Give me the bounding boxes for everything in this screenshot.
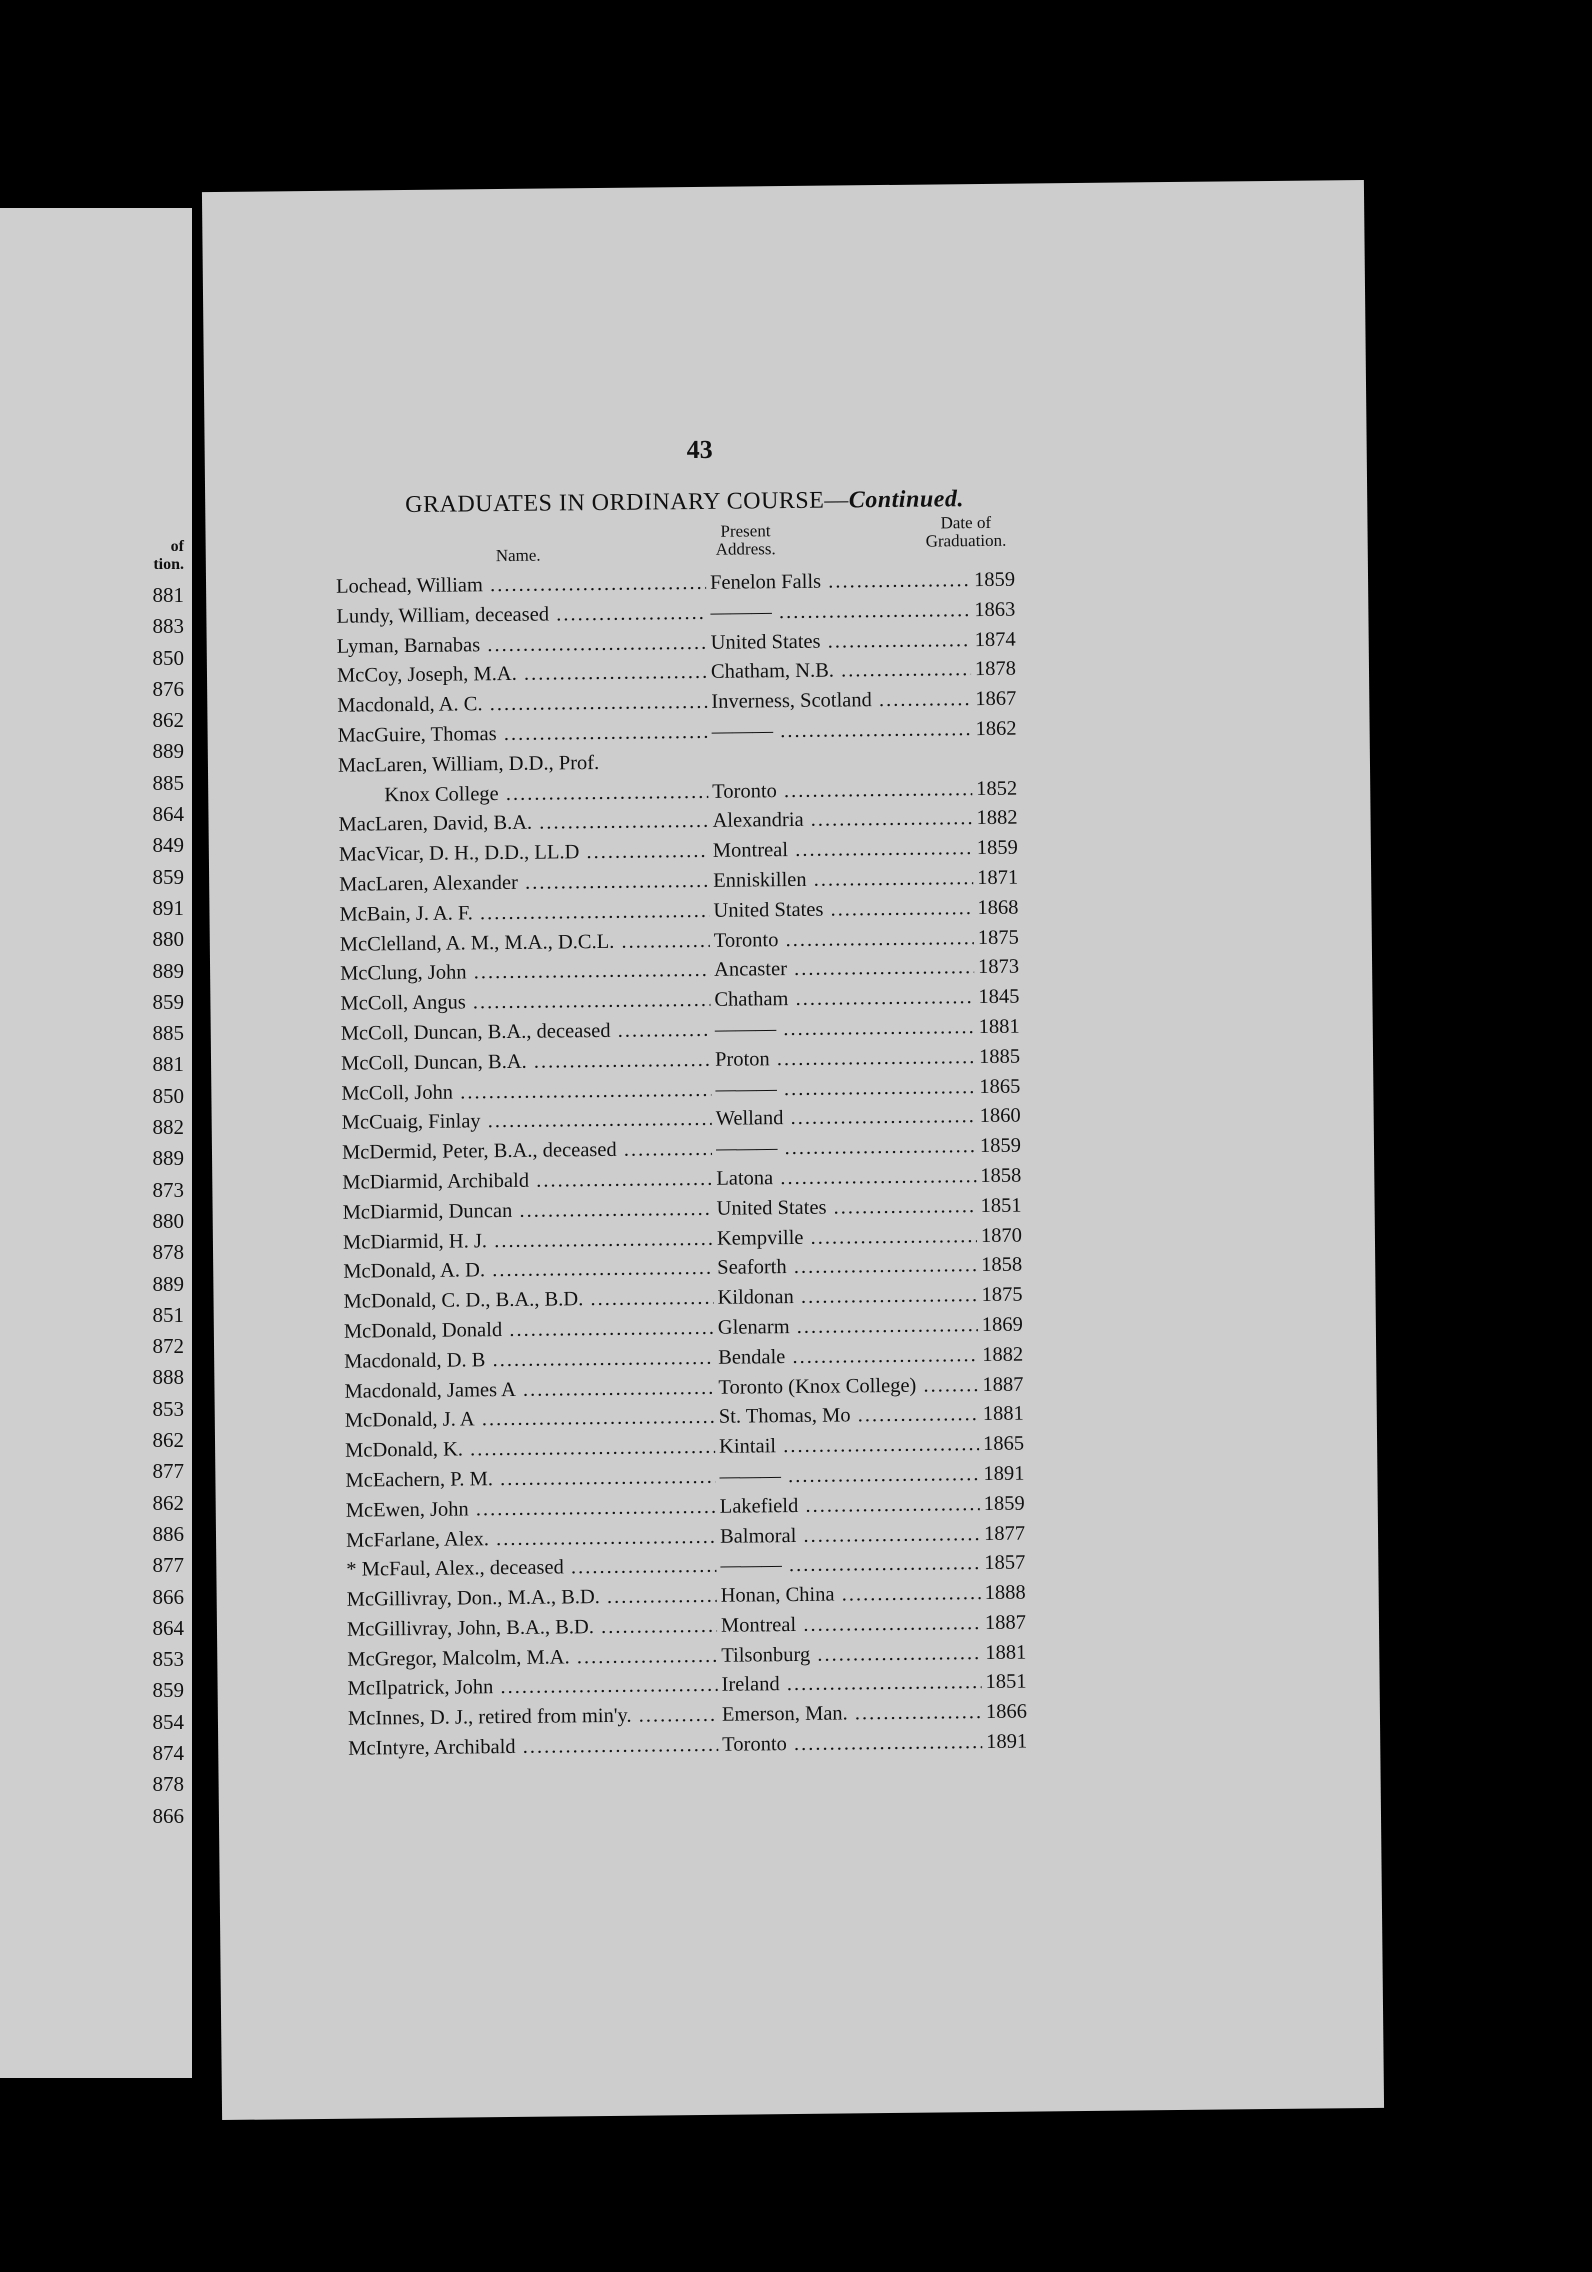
- left-page-year-column: [124, 538, 184, 1832]
- graduation-year: 1871: [977, 866, 1019, 890]
- left-year: 849: [152, 833, 184, 858]
- graduate-name: MacLaren, Alexander .....: [339, 870, 709, 897]
- graduate-address: Toronto .....: [712, 778, 972, 804]
- graduate-address: Alexandria .....: [712, 807, 972, 833]
- left-page-header: [124, 538, 184, 574]
- graduation-year: 1875: [977, 926, 1019, 949]
- graduation-year: 1860: [979, 1104, 1021, 1128]
- graduate-address: Kildonan .....: [717, 1284, 977, 1310]
- graduate-name: McDiarmid, Archibald .....: [342, 1168, 712, 1195]
- graduation-year: 1868: [977, 896, 1019, 919]
- graduation-year: 1891: [983, 1462, 1025, 1485]
- graduate-address: United States .....: [713, 897, 973, 923]
- graduate-name: McInnes, D. J., retired from min'y. .....: [348, 1704, 718, 1731]
- graduation-year: 1865: [982, 1432, 1025, 1456]
- left-year: 891: [152, 895, 184, 920]
- left-year: 851: [152, 1302, 184, 1327]
- graduation-year: 1881: [985, 1641, 1027, 1664]
- graduate-address: Toronto .....: [722, 1731, 982, 1757]
- left-year: 873: [152, 1177, 184, 1202]
- title-main: GRADUATES IN ORDINARY COURSE—: [405, 487, 849, 519]
- graduation-year: 1881: [978, 1015, 1020, 1039]
- graduate-address: Balmoral .....: [720, 1523, 980, 1549]
- left-years-list: [124, 580, 184, 1832]
- graduate-name: McIlpatrick, John .....: [348, 1674, 718, 1701]
- left-year: 880: [152, 1208, 184, 1233]
- left-year: 878: [152, 1240, 184, 1265]
- left-year: 853: [152, 1396, 184, 1421]
- graduation-year: 1851: [985, 1671, 1027, 1694]
- graduation-year: 1887: [984, 1611, 1027, 1634]
- graduation-year: 1866: [985, 1700, 1028, 1724]
- left-year: 883: [152, 614, 184, 639]
- graduate-name: Knox College .....: [384, 780, 708, 806]
- graduate-address: Chatham, N.B. .....: [711, 659, 971, 685]
- graduation-year: 1881: [982, 1402, 1024, 1426]
- left-year: 885: [152, 1021, 184, 1046]
- graduate-name: McIntyre, Archibald .....: [348, 1734, 718, 1761]
- graduate-address: Montreal .....: [721, 1612, 981, 1638]
- left-year: 874: [152, 1740, 184, 1765]
- graduate-row: [348, 1730, 1048, 1767]
- graduate-name: Lyman, Barnabas .....: [337, 631, 707, 658]
- graduate-name: McDiarmid, H. J. .....: [343, 1227, 713, 1254]
- page-number: 43: [686, 434, 713, 465]
- left-year: 850: [152, 1083, 184, 1108]
- title-continued: Continued.: [848, 486, 965, 514]
- graduation-year: 1867: [975, 687, 1017, 711]
- graduation-year: 1885: [978, 1045, 1021, 1068]
- graduate-name: MacVicar, D. H., D.D., LL.D .....: [339, 840, 709, 867]
- left-year: 853: [152, 1647, 184, 1672]
- header-address: [715, 522, 775, 559]
- graduate-address: Montreal .....: [713, 837, 973, 863]
- graduation-year: 1878: [974, 658, 1017, 681]
- graduate-address: ——— .....: [710, 599, 970, 625]
- graduate-name: McClung, John .....: [340, 959, 710, 986]
- left-year: 889: [152, 1146, 184, 1171]
- header-date: [925, 514, 1006, 551]
- left-year: 850: [152, 645, 184, 670]
- left-year: 872: [152, 1334, 184, 1359]
- graduate-name: Macdonald, James A .....: [344, 1376, 714, 1403]
- graduate-name: McDonald, K. .....: [345, 1436, 715, 1463]
- graduate-name: McDonald, C. D., B.A., B.D. .....: [343, 1287, 713, 1314]
- graduation-year: 1865: [979, 1075, 1021, 1098]
- graduate-address: Enniskillen .....: [713, 867, 973, 893]
- left-year: 864: [152, 1615, 184, 1640]
- graduate-address: Honan, China .....: [721, 1582, 981, 1608]
- graduate-name: McCoy, Joseph, M.A. .....: [337, 661, 707, 688]
- left-year: 864: [152, 802, 184, 827]
- graduate-address: Seaforth .....: [717, 1254, 977, 1280]
- left-year: 854: [152, 1709, 184, 1734]
- graduate-address: Lakefield .....: [720, 1493, 980, 1519]
- graduate-name: Lundy, William, deceased .....: [336, 602, 706, 629]
- graduation-year: 1873: [977, 955, 1020, 979]
- left-year: 889: [152, 739, 184, 764]
- graduate-address: Emerson, Man. .....: [722, 1701, 982, 1727]
- graduation-year: 1845: [978, 985, 1020, 1009]
- graduate-address: Fenelon Falls .....: [710, 569, 970, 595]
- graduate-address: ——— .....: [716, 1135, 976, 1161]
- graduate-name: McDiarmid, Duncan .....: [343, 1198, 713, 1225]
- graduation-year: 1858: [980, 1164, 1022, 1187]
- graduate-address: Ireland .....: [721, 1672, 981, 1698]
- graduate-name: McDonald, Donald .....: [344, 1317, 714, 1344]
- graduation-year: 1859: [979, 1134, 1022, 1158]
- graduate-address: Proton .....: [715, 1046, 975, 1072]
- graduation-year: 1859: [976, 836, 1018, 860]
- graduate-address: Toronto (Knox College) .....: [718, 1374, 978, 1400]
- graduate-name: McClelland, A. M., M.A., D.C.L. .....: [340, 929, 710, 956]
- left-year: 885: [152, 770, 184, 795]
- graduation-year: 1891: [986, 1730, 1028, 1754]
- left-year: 859: [152, 864, 184, 889]
- header-name: Name.: [495, 545, 541, 566]
- right-page: [202, 180, 1384, 2120]
- graduation-year: 1857: [984, 1551, 1026, 1575]
- graduate-address: Tilsonburg .....: [721, 1642, 981, 1668]
- left-year: 866: [152, 1803, 184, 1828]
- graduate-address: Kempville .....: [717, 1225, 977, 1251]
- header-date-line: Date of: [940, 512, 992, 533]
- graduation-year: 1869: [981, 1313, 1023, 1336]
- graduate-address: Ancaster .....: [714, 956, 974, 982]
- left-year: 881: [152, 583, 184, 607]
- graduation-year: 1852: [976, 777, 1018, 800]
- graduate-name: MacLaren, William, D.D., Prof.: [337, 751, 600, 777]
- graduate-address: St. Thomas, Mo .....: [719, 1403, 979, 1429]
- left-year: 862: [152, 1490, 184, 1515]
- left-year: 889: [152, 958, 184, 983]
- graduation-year: 1887: [982, 1373, 1024, 1396]
- graduate-name: Lochead, William .....: [336, 572, 706, 599]
- graduation-year: 1851: [980, 1194, 1022, 1217]
- left-year: 876: [152, 676, 184, 701]
- graduate-address: Glenarm .....: [718, 1314, 978, 1340]
- graduation-year: 1859: [983, 1492, 1025, 1515]
- graduate-name: McCuaig, Finlay .....: [342, 1108, 712, 1135]
- graduate-name: McGregor, Malcolm, M.A. .....: [347, 1645, 717, 1672]
- graduate-address: Bendale .....: [718, 1344, 978, 1370]
- graduate-address: ——— .....: [715, 1016, 975, 1042]
- left-year: 877: [152, 1459, 184, 1484]
- graduate-address: Kintail .....: [719, 1433, 979, 1459]
- graduation-year: 1863: [974, 598, 1016, 621]
- graduation-year: 1882: [982, 1343, 1024, 1366]
- header-address-line: Present: [720, 521, 771, 541]
- graduation-year: 1858: [981, 1253, 1023, 1277]
- graduate-address: United States .....: [716, 1195, 976, 1221]
- left-year: 878: [152, 1772, 184, 1797]
- left-year: 859: [152, 989, 184, 1014]
- graduate-name: McBain, J. A. F. .....: [339, 900, 709, 927]
- graduate-address: Latona .....: [716, 1165, 976, 1191]
- left-header-line: of: [170, 538, 184, 555]
- graduation-year: 1888: [984, 1581, 1026, 1605]
- graduate-address: Inverness, Scotland .....: [711, 688, 971, 714]
- graduate-name: McDonald, J. A .....: [345, 1406, 715, 1433]
- graduation-year: 1859: [973, 568, 1016, 592]
- graduate-address: Toronto .....: [714, 927, 974, 953]
- left-year: 859: [152, 1678, 184, 1703]
- left-year: 862: [152, 1428, 184, 1453]
- graduate-name: McGillivray, John, B.A., B.D. .....: [347, 1615, 717, 1642]
- left-year: 888: [152, 1365, 184, 1390]
- left-year: 886: [152, 1521, 184, 1546]
- header-address-line: Address.: [715, 539, 776, 559]
- left-year: 882: [152, 1115, 184, 1140]
- graduate-name: Macdonald, D. B .....: [344, 1347, 714, 1374]
- graduate-name: McEwen, John .....: [346, 1496, 716, 1523]
- graduate-address: ——— .....: [720, 1552, 980, 1578]
- left-year: 877: [152, 1553, 184, 1578]
- graduates-list: [336, 568, 1048, 1767]
- graduate-name: * McFaul, Alex., deceased .....: [346, 1555, 716, 1582]
- page-title: [405, 486, 964, 519]
- left-year: 880: [152, 927, 184, 952]
- graduate-address: Chatham .....: [714, 986, 974, 1012]
- graduation-year: 1882: [976, 807, 1018, 830]
- graduate-name: McColl, Duncan, B.A., deceased .....: [341, 1019, 711, 1046]
- graduate-address: Welland .....: [716, 1105, 976, 1131]
- left-page-fragment: [0, 208, 192, 2078]
- left-header-line: tion.: [153, 556, 184, 573]
- graduate-name: McEachern, P. M. .....: [345, 1466, 715, 1493]
- left-year: 881: [152, 1052, 184, 1077]
- graduate-name: McDermid, Peter, B.A., deceased .....: [342, 1138, 712, 1165]
- left-year: 866: [152, 1584, 184, 1609]
- graduate-name: McFarlane, Alex. .....: [346, 1525, 716, 1552]
- graduate-name: McColl, John .....: [341, 1078, 711, 1105]
- left-year: 889: [152, 1271, 184, 1296]
- graduate-name: Macdonald, A. C. .....: [337, 691, 707, 718]
- graduate-name: McDonald, A. D. .....: [343, 1257, 713, 1284]
- graduate-name: McColl, Angus .....: [340, 989, 710, 1016]
- graduate-address: ——— .....: [719, 1463, 979, 1489]
- graduate-name: MacLaren, David, B.A. .....: [338, 810, 708, 837]
- left-year: 862: [152, 708, 184, 733]
- graduate-address: ——— .....: [715, 1076, 975, 1102]
- graduate-address: United States .....: [711, 629, 971, 655]
- graduation-year: 1875: [981, 1283, 1023, 1307]
- graduation-year: 1877: [983, 1522, 1026, 1545]
- graduation-year: 1870: [980, 1224, 1023, 1247]
- header-date-line: Graduation.: [925, 530, 1007, 551]
- graduate-name: MacGuire, Thomas .....: [338, 721, 708, 748]
- graduation-year: 1862: [975, 717, 1017, 741]
- graduate-name: McColl, Duncan, B.A. .....: [341, 1049, 711, 1076]
- graduation-year: 1874: [974, 628, 1016, 651]
- graduate-name: McGillivray, Don., M.A., B.D. .....: [347, 1585, 717, 1612]
- graduate-address: ——— .....: [712, 718, 972, 744]
